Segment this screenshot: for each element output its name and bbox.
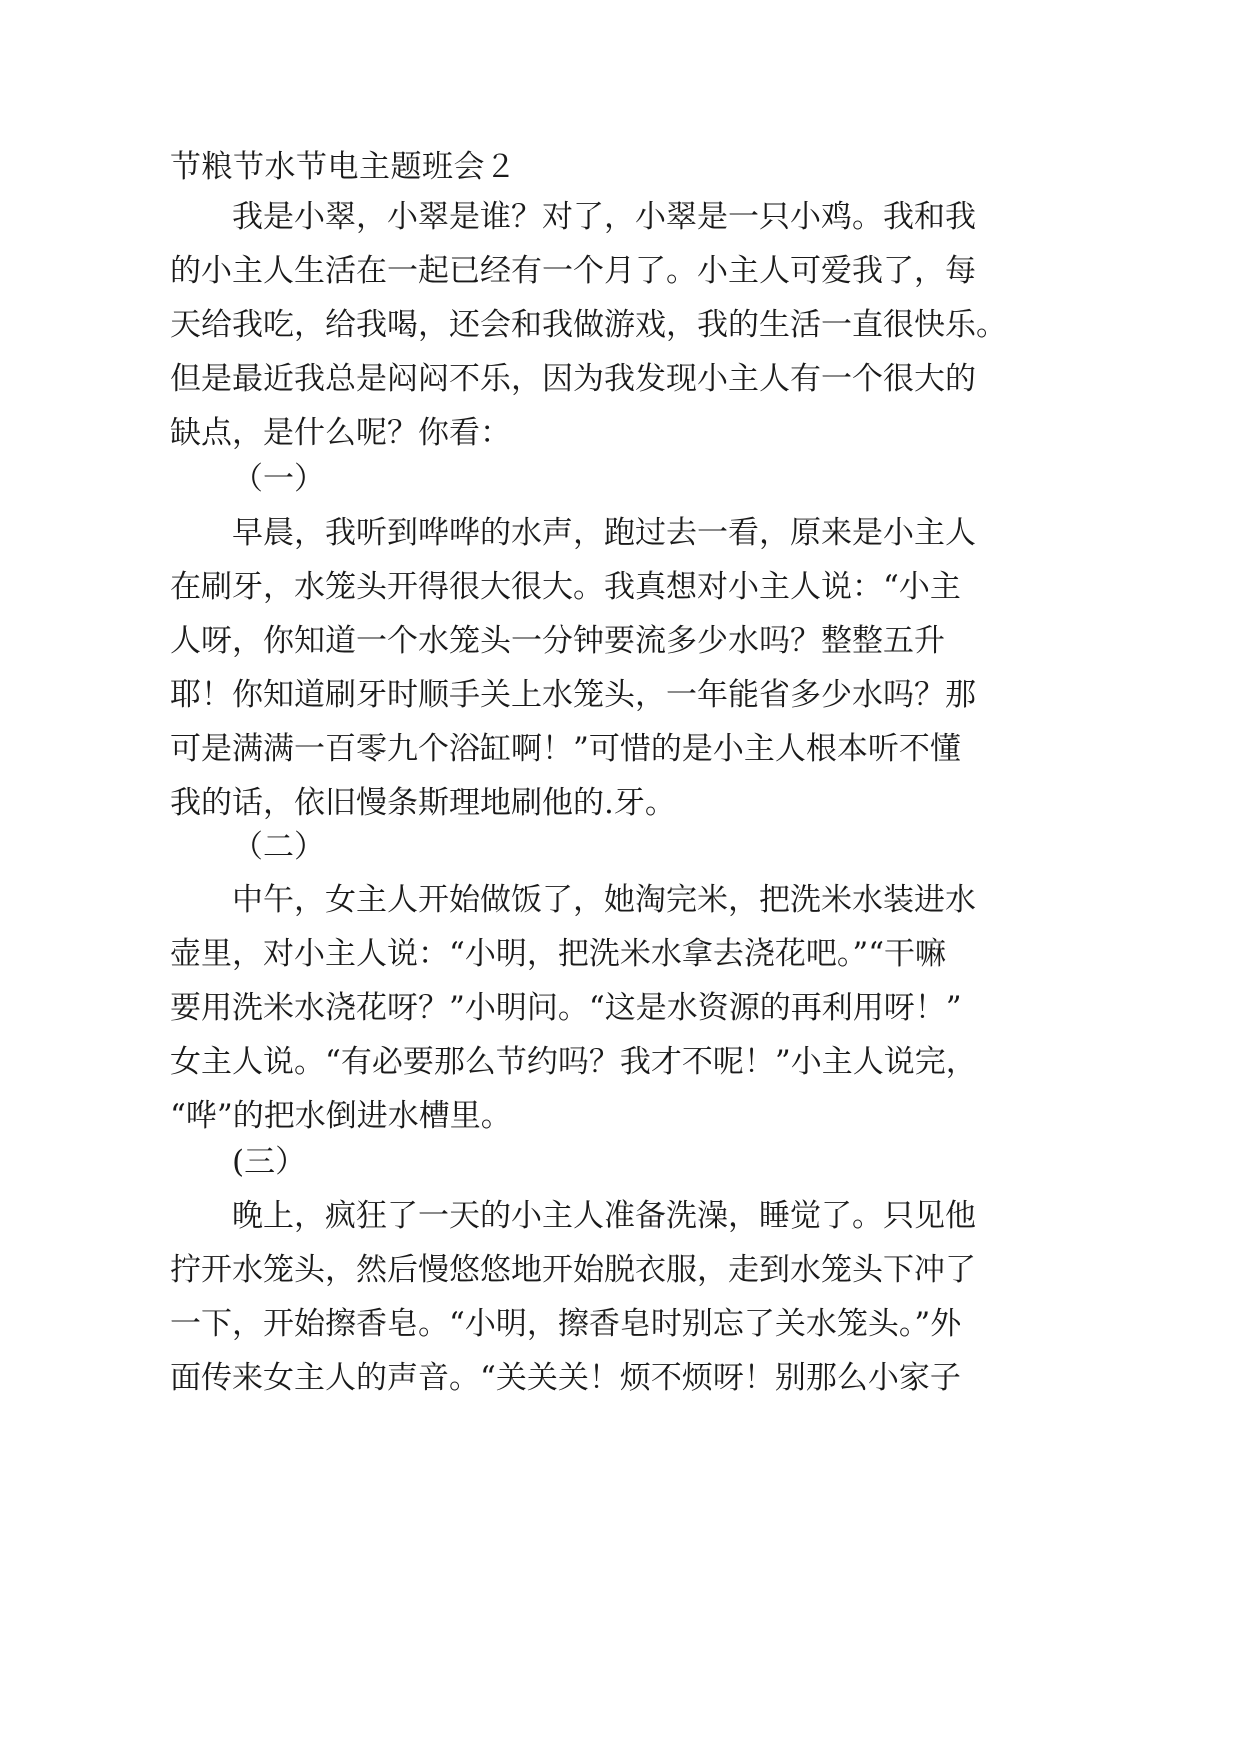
text-line: 面传来女主人的声音。“关关关！烦不烦呀！别那么小家子: [170, 1360, 961, 1396]
paragraph-line: [0, 978, 1241, 1038]
section-heading: （一）: [232, 461, 325, 497]
section-heading-line: [0, 1132, 1241, 1192]
text-line: 在刷牙，水笼头开得很大很大。我真想对小主人说：“小主: [170, 569, 961, 605]
paragraph-line: [0, 349, 1241, 409]
text-line: 早晨，我听到哗哗的水声，跑过去一看，原来是小主人: [232, 515, 976, 551]
text-line: 女主人说。“有必要那么节约吗？我才不呢！”小主人说完，: [170, 1044, 977, 1080]
text-line: 晚上，疯狂了一天的小主人准备洗澡，睡觉了。只见他: [232, 1198, 976, 1234]
section-heading: （二）: [232, 829, 325, 865]
paragraph-line: [0, 187, 1241, 247]
text-line: 壶里，对小主人说：“小明，把洗米水拿去浇花吧。”“干嘛: [170, 936, 947, 972]
text-line: 要用洗米水浇花呀？”小明问。“这是水资源的再利用呀！”: [170, 990, 962, 1026]
paragraph-line: [0, 924, 1241, 984]
paragraph-line: [0, 1294, 1241, 1354]
text-line: 我是小翠，小翠是谁？对了，小翠是一只小鸡。我和我: [232, 199, 976, 235]
paragraph-line: [0, 557, 1241, 617]
section-heading-line: [0, 817, 1241, 877]
paragraph-line: [0, 295, 1241, 355]
text-line: 中午，女主人开始做饭了，她淘完米，把洗米水装进水: [232, 882, 976, 918]
text-line: 天给我吃，给我喝，还会和我做游戏，我的生活一直很快乐。: [170, 307, 1007, 343]
text-line: 人呀，你知道一个水笼头一分钟要流多少水吗？整整五升: [170, 623, 945, 659]
paragraph-line: [0, 1186, 1241, 1246]
paragraph-line: [0, 1032, 1241, 1092]
text-line: 缺点，是什么呢？你看：: [170, 415, 511, 451]
paragraph-line: [0, 241, 1241, 301]
paragraph-line: [0, 719, 1241, 779]
text-line: 耶！你知道刷牙时顺手关上水笼头，一年能省多少水吗？那: [170, 677, 976, 713]
text-line: 一下，开始擦香皂。“小明，擦香皂时别忘了关水笼头。”外: [170, 1306, 962, 1342]
section-heading: (三）: [232, 1144, 307, 1180]
document-title: 节粮节水节电主题班会２: [170, 149, 517, 185]
text-line: 但是最近我总是闷闷不乐，因为我发现小主人有一个很大的: [170, 361, 976, 397]
text-line: 拧开水笼头，然后慢悠悠地开始脱衣服，走到水笼头下冲了: [170, 1252, 976, 1288]
text-line: 可是满满一百零九个浴缸啊！”可惜的是小主人根本听不懂: [170, 731, 961, 767]
text-line: 我的话，依旧慢条斯理地刷他的.牙。: [170, 785, 676, 821]
paragraph-line: [0, 1348, 1241, 1408]
text-line: “哗”的把水倒进水槽里。: [170, 1098, 512, 1134]
paragraph-line: [0, 665, 1241, 725]
paragraph-line: [0, 870, 1241, 930]
paragraph-line: [0, 1240, 1241, 1300]
paragraph-line: [0, 503, 1241, 563]
paragraph-line: [0, 611, 1241, 671]
section-heading-line: [0, 449, 1241, 509]
text-line: 的小主人生活在一起已经有一个月了。小主人可爱我了，每: [170, 253, 976, 289]
